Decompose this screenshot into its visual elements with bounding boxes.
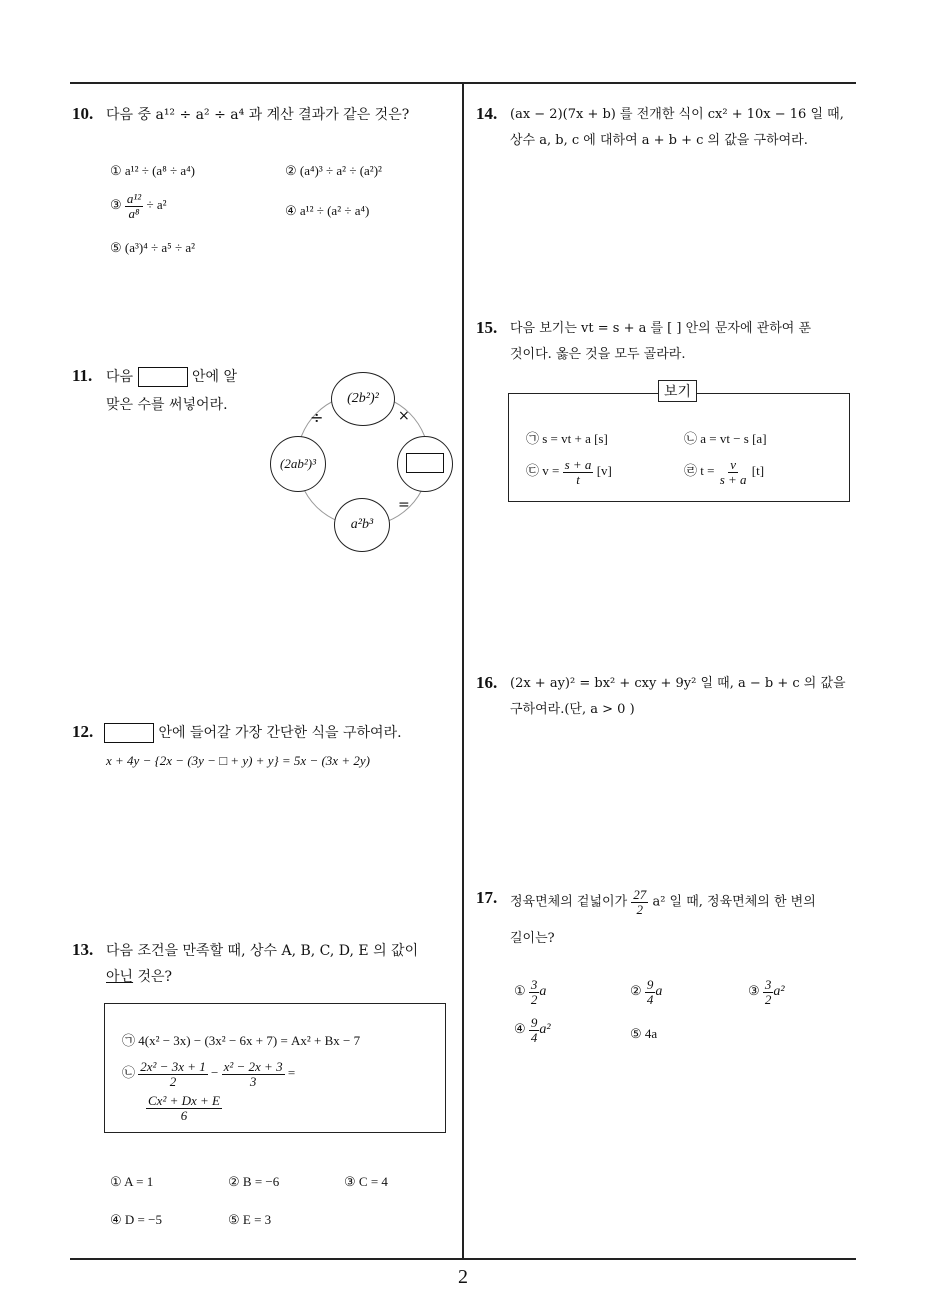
q13-condition-1: ㉠ 4(x² − 3x) − (3x² − 6x + 7) = Ax² + Bx − 7 bbox=[122, 1033, 361, 1048]
q15-item-d-pre: ㉣ t = bbox=[684, 463, 715, 479]
q15-bogi-label: 보기 bbox=[658, 380, 697, 402]
q13-minus: − bbox=[211, 1065, 219, 1081]
q13-fraction-1-den: 2 bbox=[169, 1073, 177, 1089]
q15-item-c-pre: ㉢ v = bbox=[526, 463, 560, 479]
page-number: 2 bbox=[458, 1266, 468, 1288]
q14-line1: (ax − 2)(7x + b) 를 전개한 식이 cx² + 10x − 16 일 때, bbox=[510, 107, 844, 122]
q15-line2: 것이다. 옳은 것을 모두 골라라. bbox=[510, 347, 686, 362]
q11-answer-box[interactable] bbox=[406, 453, 444, 473]
q17-option-3-num: 3 bbox=[764, 977, 772, 992]
q15-item-b[interactable]: ㉡ a = vt − s [a] bbox=[684, 431, 767, 446]
q13-fraction-2-num: x² − 2x + 3 bbox=[223, 1059, 283, 1074]
q17-option-3-fraction bbox=[763, 978, 774, 1006]
q10-option-3-mark: ③ bbox=[110, 197, 122, 213]
q11-line2: 맞은 수를 써넣어라. bbox=[106, 397, 228, 413]
q12-line1 bbox=[104, 720, 402, 746]
q10-option-3-numerator: a¹² bbox=[126, 191, 142, 206]
q13-condition-2-mark: ㉡ bbox=[122, 1065, 136, 1081]
q15-item-d-num: v bbox=[730, 457, 737, 472]
q13-line2-underlined: 아닌 bbox=[106, 969, 134, 985]
q13-fraction-3 bbox=[146, 1094, 222, 1122]
q14-line2: 상수 a, b, c 에 대하여 a + b + c 의 값을 구하여라. bbox=[510, 133, 808, 148]
bottom-rule bbox=[70, 1258, 856, 1260]
q11-line1 bbox=[106, 364, 237, 390]
q17-option-1-fraction bbox=[529, 978, 540, 1006]
q12-number: 12. bbox=[72, 722, 94, 741]
q14-number: 14. bbox=[476, 104, 498, 123]
q13-number: 13. bbox=[72, 940, 94, 959]
q15-item-c-fraction bbox=[563, 458, 594, 486]
q15-item-a[interactable]: ㉠ s = vt + a [s] bbox=[526, 431, 608, 446]
q17-option-2-post: a bbox=[655, 984, 663, 1000]
q13-fraction-2-den: 3 bbox=[249, 1073, 257, 1089]
q11-number: 11. bbox=[72, 366, 93, 385]
q13-line2-rest: 것은? bbox=[133, 969, 173, 985]
q17-option-1-den: 2 bbox=[530, 991, 538, 1007]
q12-line1-text: 안에 들어갈 가장 간단한 식을 구하여라. bbox=[158, 725, 402, 741]
q17-option-2[interactable] bbox=[630, 978, 662, 1006]
q13-equals: = bbox=[287, 1065, 296, 1081]
q11-op-divide: ÷ bbox=[310, 408, 324, 427]
q10-option-5[interactable]: ⑤ (a³)⁴ ÷ a⁵ ÷ a² bbox=[110, 240, 196, 255]
q11-answer-blank[interactable] bbox=[138, 367, 188, 387]
q17-option-3[interactable] bbox=[748, 978, 785, 1006]
q17-option-4-den: 4 bbox=[530, 1029, 538, 1045]
q17-fraction-den: 2 bbox=[636, 901, 644, 917]
q17-option-4-num: 9 bbox=[530, 1015, 538, 1030]
q13-condition-2-rhs bbox=[146, 1094, 222, 1122]
q13-fraction-2 bbox=[222, 1060, 285, 1088]
q10-option-1[interactable]: ① a¹² ÷ (a⁸ ÷ a⁴) bbox=[110, 163, 196, 178]
q13-option-1[interactable]: ① A = 1 bbox=[110, 1174, 154, 1189]
q13-line1: 다음 조건을 만족할 때, 상수 A, B, C, D, E 의 값이 bbox=[106, 943, 419, 959]
q12-equation: x + 4y − {2x − (3y − □ + y) + y} = 5x − (3x + 2y) bbox=[106, 753, 370, 768]
q11-circle-bottom bbox=[334, 498, 390, 552]
q10-number: 10. bbox=[72, 104, 94, 123]
q10-option-3[interactable] bbox=[110, 192, 167, 220]
q11-circle-top bbox=[331, 372, 395, 426]
q16-line2: 구하여라.(단, a > 0 ) bbox=[510, 702, 635, 717]
column-divider bbox=[462, 84, 464, 1260]
q17-option-4[interactable] bbox=[514, 1016, 551, 1044]
q10-text: 다음 중 a¹² ÷ a² ÷ a⁴ 과 계산 결과가 같은 것은? bbox=[106, 107, 410, 123]
q11-circle-right[interactable] bbox=[397, 436, 453, 492]
q15-item-d-post: [t] bbox=[751, 463, 765, 479]
q17-line1 bbox=[510, 888, 816, 916]
q13-condition-2 bbox=[122, 1060, 295, 1088]
q16-number: 16. bbox=[476, 673, 498, 692]
q13-line2 bbox=[106, 964, 172, 990]
q17-option-2-mark: ② bbox=[630, 983, 642, 999]
q17-option-2-fraction bbox=[645, 978, 656, 1006]
q17-option-4-fraction bbox=[529, 1016, 540, 1044]
q10-option-4[interactable]: ④ a¹² ÷ (a² ÷ a⁴) bbox=[285, 203, 370, 218]
q11-line1-b: 안에 알 bbox=[191, 369, 237, 385]
q11-op-multiply: × bbox=[398, 408, 410, 424]
q17-fraction-num: 27 bbox=[633, 887, 647, 902]
q17-option-3-mark: ③ bbox=[748, 983, 760, 999]
q13-fraction-1-num: 2x² − 3x + 1 bbox=[140, 1059, 206, 1074]
q11-op-equals: = bbox=[398, 497, 410, 513]
q13-fraction-3-den: 6 bbox=[180, 1107, 188, 1123]
q12-answer-blank[interactable] bbox=[104, 723, 154, 743]
q10-option-3-fraction bbox=[125, 192, 143, 220]
q15-item-c[interactable] bbox=[526, 458, 612, 486]
q17-option-3-den: 2 bbox=[764, 991, 772, 1007]
q11-circle-bottom-text: a²b³ bbox=[350, 517, 374, 532]
q13-fraction-1 bbox=[138, 1060, 207, 1088]
q17-option-2-num: 9 bbox=[646, 977, 654, 992]
q17-post: a² 일 때, 정육면체의 한 변의 bbox=[652, 894, 816, 910]
q17-number: 17. bbox=[476, 888, 498, 907]
q15-item-c-num: s + a bbox=[564, 457, 592, 472]
q13-option-4[interactable]: ④ D = −5 bbox=[110, 1212, 162, 1227]
q15-item-c-post: [v] bbox=[596, 463, 612, 479]
q17-option-1-num: 3 bbox=[530, 977, 538, 992]
q11-circle-top-text: (2b²)² bbox=[347, 391, 379, 406]
q13-fraction-3-num: Cx² + Dx + E bbox=[148, 1093, 220, 1108]
q17-line2: 길이는? bbox=[510, 931, 555, 946]
q13-option-2[interactable]: ② B = −6 bbox=[228, 1174, 280, 1189]
q17-option-4-post: a² bbox=[539, 1022, 551, 1038]
q17-option-4-mark: ④ bbox=[514, 1021, 526, 1037]
q17-option-1-post: a bbox=[539, 984, 547, 1000]
q10-option-3-rest: ÷ a² bbox=[146, 197, 167, 213]
q17-option-1-mark: ① bbox=[514, 983, 526, 999]
q13-option-3[interactable]: ③ C = 4 bbox=[344, 1174, 388, 1189]
q15-item-d-den: s + a bbox=[719, 471, 747, 487]
q13-option-5[interactable]: ⑤ E = 3 bbox=[228, 1212, 272, 1227]
q11-circle-left bbox=[270, 436, 326, 492]
q15-item-d[interactable] bbox=[684, 458, 764, 486]
q15-number: 15. bbox=[476, 318, 498, 337]
q15-line1: 다음 보기는 vt = s + a 를 [ ] 안의 문자에 관하여 푼 bbox=[510, 321, 812, 336]
q10-option-3-denominator: a⁸ bbox=[128, 205, 140, 221]
q17-option-5[interactable]: ⑤ 4a bbox=[630, 1026, 658, 1041]
q17-option-3-post: a² bbox=[773, 984, 785, 1000]
q17-option-2-den: 4 bbox=[646, 991, 654, 1007]
q17-option-1[interactable] bbox=[514, 978, 546, 1006]
q10-option-2[interactable]: ② (a⁴)³ ÷ a² ÷ (a²)² bbox=[285, 163, 382, 178]
q15-item-d-fraction bbox=[718, 458, 749, 486]
q17-fraction bbox=[631, 888, 648, 916]
q11-circle-left-text: (2ab²)³ bbox=[280, 456, 316, 471]
q16-line1: (2x + ay)² = bx² + cxy + 9y² 일 때, a − b + c 의 값을 bbox=[510, 676, 846, 691]
q15-item-c-den: t bbox=[576, 471, 580, 487]
q17-pre: 정육면체의 겉넓이가 bbox=[510, 894, 628, 910]
q11-line1-a: 다음 bbox=[106, 369, 134, 385]
